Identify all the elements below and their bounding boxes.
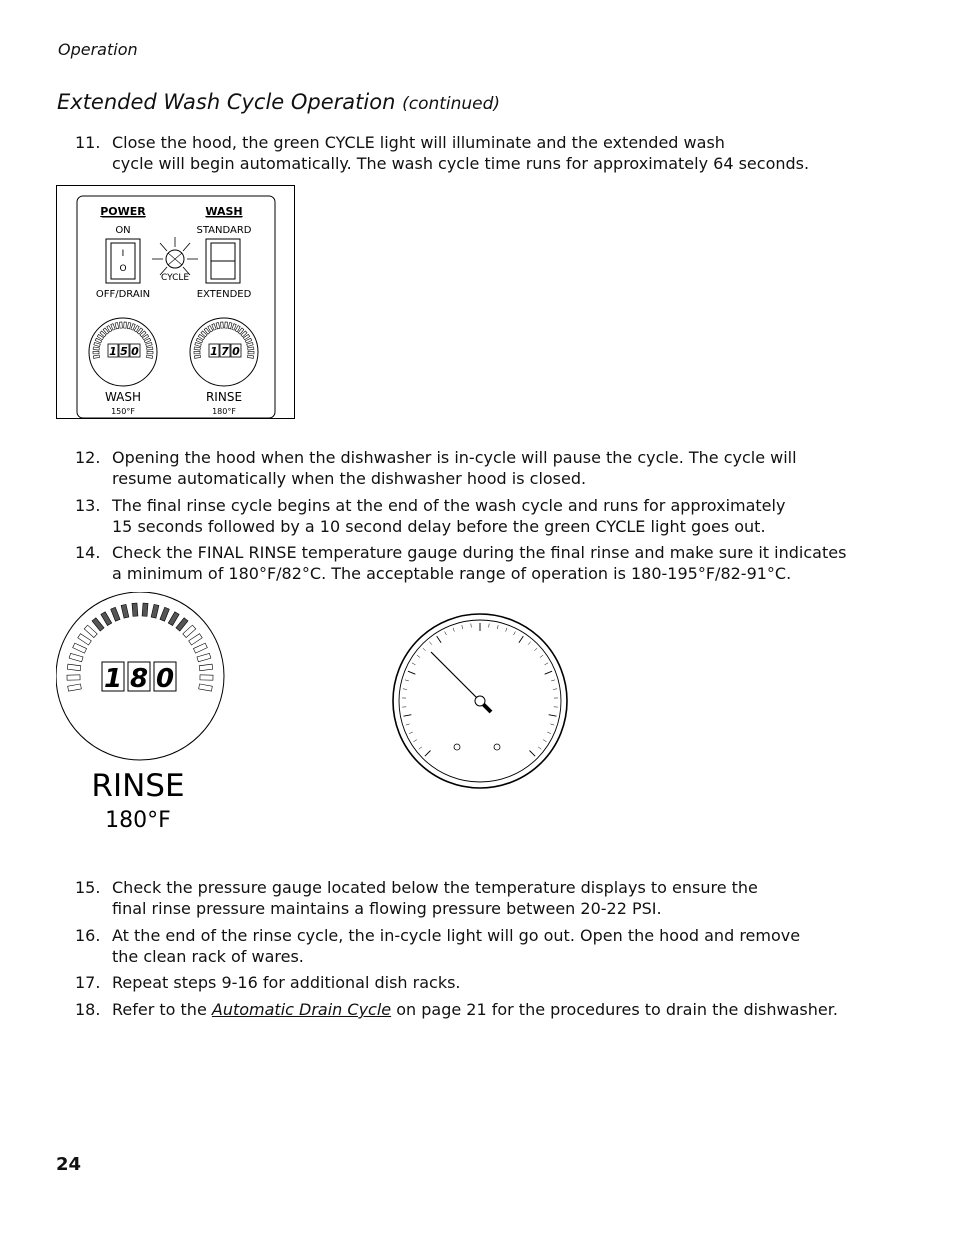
power-switch[interactable] — [106, 239, 140, 283]
display-segment — [120, 322, 123, 328]
display-segment — [193, 643, 207, 653]
gauge-tick — [551, 680, 555, 681]
step-text-line: Close the hood, the green CYCLE light will illuminate and the extended wash — [112, 133, 725, 152]
page-number: 24 — [56, 1154, 82, 1175]
step-text-line: The final rinse cycle begins at the end of the wash cycle and runs for approximately — [112, 496, 786, 515]
rinse-display-label: RINSE — [91, 768, 185, 804]
gauge-tick — [506, 628, 507, 632]
step-number: 17. — [75, 973, 101, 992]
rinse-display-label: RINSE — [205, 390, 243, 404]
step-text-line: Check the FINAL RINSE temperature gauge during the final rinse and make sure it indicates — [112, 543, 847, 562]
wash-display-label: WASH — [104, 390, 142, 404]
gauge-tick — [545, 671, 552, 674]
display-segment — [195, 343, 201, 347]
gauge-screw — [494, 744, 500, 750]
display-segment — [200, 675, 213, 680]
step-text-line: Check the pressure gauge located below the temperature displays to ensure the — [112, 878, 758, 897]
display-segment — [84, 625, 97, 637]
heading-continued: (continued) — [402, 94, 501, 114]
step-number: 15. — [75, 878, 101, 897]
step-text-post: on page 21 for the procedures to drain the dishwasher. — [391, 1000, 838, 1019]
display-segment — [221, 322, 224, 328]
display-segment — [212, 324, 216, 330]
gauge-tick — [453, 628, 454, 632]
gauge-tick — [550, 724, 554, 725]
automatic-drain-cycle-link[interactable]: Automatic Drain Cycle — [211, 1000, 392, 1019]
power-label: POWER — [100, 205, 146, 218]
gauge-screw — [454, 744, 460, 750]
step-number: 14. — [75, 543, 101, 562]
rinse-digit: 1 — [210, 345, 218, 358]
gauge-tick — [405, 680, 409, 681]
display-segment — [183, 625, 196, 637]
step-number: 13. — [75, 496, 101, 515]
gauge-tick — [404, 715, 412, 717]
gauge-tick — [462, 625, 463, 629]
display-segment — [228, 323, 232, 329]
display-segment — [93, 355, 99, 358]
gauge-tick — [538, 747, 541, 749]
display-segment — [92, 618, 104, 631]
display-segment — [194, 347, 200, 350]
display-segment — [69, 653, 83, 661]
gauge-tick — [417, 655, 420, 657]
control-panel-svg — [56, 185, 295, 419]
heading-title: Extended Wash Cycle Operation — [57, 90, 396, 114]
display-segment — [68, 684, 82, 691]
gauge-tick — [497, 625, 498, 629]
display-segment — [216, 323, 220, 329]
display-segment — [247, 355, 253, 358]
step-text-line: At the end of the rinse cycle, the in-cycle light will go out. Open the hood and remove — [112, 926, 801, 945]
display-segment — [194, 355, 200, 358]
display-segment — [101, 612, 112, 626]
gauge-tick — [413, 740, 416, 742]
display-segment — [199, 684, 213, 691]
step-text-line: Opening the hood when the dishwasher is in-cycle will pause the cycle. The cycle will — [112, 448, 797, 467]
step-text-line: final rinse pressure maintains a flowing pressure between 20-22 PSI. — [112, 899, 662, 918]
display-segment — [94, 343, 100, 347]
wash-digit: 1 — [109, 345, 117, 358]
display-segment — [146, 343, 152, 347]
section-label: Operation — [58, 40, 138, 59]
off-drain-label: OFF/DRAIN — [95, 289, 151, 300]
display-segment — [93, 351, 99, 354]
step-text-line: 15 seconds followed by a 10 second delay before the green CYCLE light goes out. — [112, 517, 766, 536]
gauge-tick — [519, 636, 523, 643]
wash-display-temp: 150°F — [111, 407, 135, 416]
gauge-tick — [412, 663, 415, 665]
pressure-gauge-svg — [390, 611, 570, 791]
display-segment — [194, 351, 200, 354]
gauge-tick — [408, 671, 415, 674]
gauge-tick — [545, 663, 548, 665]
display-segment — [111, 324, 115, 330]
on-label: ON — [115, 225, 131, 236]
step-text-pre: Refer to the — [112, 1000, 212, 1019]
display-segment — [93, 347, 99, 350]
step-text-line: resume automatically when the dishwasher hood is closed. — [112, 469, 587, 488]
display-segment — [147, 347, 153, 350]
display-segment — [197, 653, 211, 661]
display-segment — [124, 322, 127, 328]
cycle-label: CYCLE — [160, 273, 190, 283]
gauge-tick — [423, 648, 426, 651]
gauge-tick — [409, 732, 413, 734]
display-segment — [146, 355, 152, 358]
gauge-tick — [543, 740, 546, 742]
display-segment — [131, 324, 135, 330]
control-panel-illustration — [56, 185, 295, 419]
switch-on-symbol: I — [121, 249, 125, 259]
rinse-digit: 0 — [232, 345, 240, 358]
rinse-display-temp: 180°F — [212, 407, 236, 416]
rinse-display-temp: 180°F — [105, 808, 171, 833]
gauge-tick — [549, 715, 557, 717]
display-segment — [151, 604, 159, 618]
display-segment — [78, 634, 92, 645]
wash-temp-display — [89, 318, 157, 386]
rinse-temp-display — [190, 318, 258, 386]
display-segment — [248, 347, 254, 350]
gauge-tick — [429, 642, 432, 645]
rinse-display-svg — [56, 592, 231, 837]
display-segment — [176, 618, 188, 631]
display-segment — [232, 324, 236, 330]
switch-off-symbol: O — [119, 264, 127, 274]
step-text-line: the clean rack of wares. — [112, 947, 304, 966]
gauge-needle — [431, 652, 480, 701]
gauge-tick — [403, 689, 407, 690]
rinse-digit: 7 — [221, 345, 229, 358]
gauge-tick — [547, 732, 551, 734]
gauge-tick — [530, 751, 536, 757]
step-text-line: cycle will begin automatically. The wash cycle time runs for approximately 64 seconds. — [112, 154, 810, 173]
step-number: 12. — [75, 448, 101, 467]
pressure-gauge — [390, 611, 570, 791]
step-text-line: Repeat steps 9-16 for additional dish racks. — [112, 973, 461, 992]
step-number: 16. — [75, 926, 101, 945]
display-segment — [115, 323, 119, 329]
extended-label: EXTENDED — [196, 289, 252, 300]
display-segment — [189, 634, 203, 645]
display-segment — [247, 343, 253, 347]
rinse-digit: 0 — [155, 664, 175, 694]
gauge-hub — [475, 696, 485, 706]
gauge-tick — [425, 751, 431, 757]
gauge-tick — [540, 655, 543, 657]
display-segment — [67, 675, 80, 680]
display-segment — [199, 664, 213, 671]
display-segment — [147, 351, 153, 354]
display-segment — [132, 603, 138, 616]
gauge-tick — [514, 632, 516, 636]
gauge-tick — [445, 632, 447, 636]
wash-digit: 5 — [120, 345, 128, 358]
display-segment — [67, 664, 81, 671]
display-segment — [160, 607, 169, 621]
display-segment — [111, 607, 120, 621]
rinse-temperature-display — [56, 592, 231, 837]
gauge-tick — [534, 648, 537, 651]
step-number: 11. — [75, 133, 101, 152]
gauge-tick — [437, 636, 441, 643]
standard-label: STANDARD — [196, 225, 252, 236]
display-segment — [142, 603, 148, 616]
wash-digit: 0 — [131, 345, 139, 358]
display-segment — [73, 643, 87, 653]
cycle-light-icon — [152, 237, 198, 275]
rinse-digit: 8 — [129, 664, 149, 694]
gauge-tick — [406, 724, 410, 725]
step-text-line: a minimum of 180°F/82°C. The acceptable range of operation is 180-195°F/82-91°C. — [112, 564, 792, 583]
step-text-line — [112, 999, 838, 1020]
display-segment — [127, 323, 131, 329]
wash-label: WASH — [205, 205, 243, 218]
display-segment — [248, 351, 254, 354]
page-heading — [57, 90, 500, 114]
display-segment — [121, 604, 129, 618]
gauge-tick — [553, 689, 557, 690]
wash-switch[interactable] — [206, 239, 240, 283]
display-segment — [168, 612, 179, 626]
gauge-tick — [528, 642, 531, 645]
step-number: 18. — [75, 1000, 101, 1019]
display-segment — [225, 322, 228, 328]
gauge-tick — [419, 747, 422, 749]
rinse-digit: 1 — [103, 664, 123, 694]
